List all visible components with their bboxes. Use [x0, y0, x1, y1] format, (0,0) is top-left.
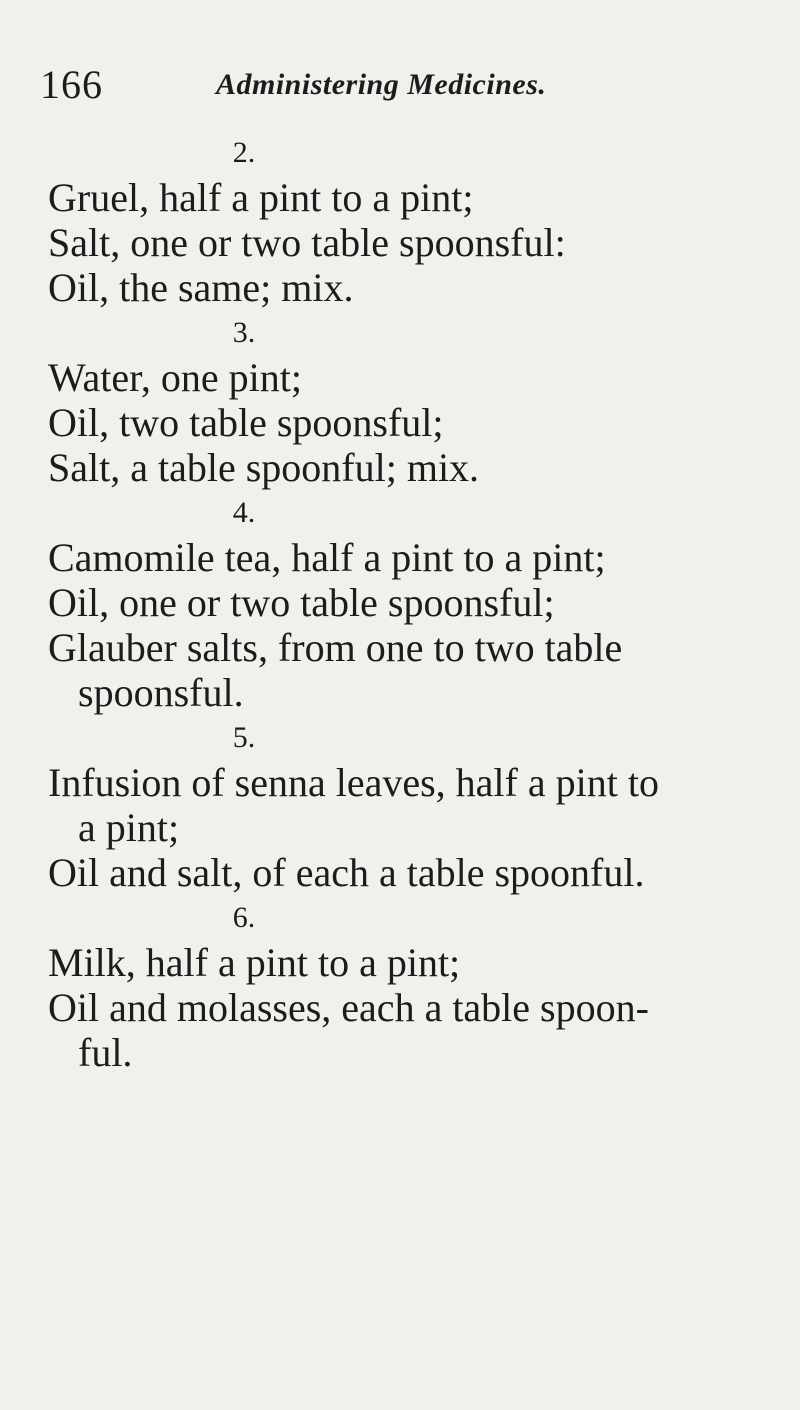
recipe-number: 5.: [232, 721, 256, 754]
recipe-line: Oil, the same; mix.: [48, 265, 354, 310]
recipe-block: [48, 490, 768, 715]
recipe-line: Glauber salts, from one to two table: [48, 625, 623, 670]
recipe-line: Oil and salt, of each a table spoonful.: [48, 850, 645, 895]
page-number: 166: [40, 62, 103, 107]
recipe-number: 6.: [232, 901, 256, 934]
recipe-block: [48, 130, 768, 310]
recipe-line: a pint;: [78, 805, 180, 850]
recipe-number: 2.: [232, 136, 256, 169]
recipe-line: Oil and molasses, each a table spoon-: [48, 985, 649, 1030]
recipe-line: Milk, half a pint to a pint;: [48, 940, 461, 985]
recipe-line: Infusion of senna leaves, half a pint to: [48, 760, 659, 805]
recipe-number: 4.: [232, 496, 256, 529]
recipe-line: Camomile tea, half a pint to a pint;: [48, 535, 606, 580]
recipe-line: spoonsful.: [78, 670, 244, 715]
recipe-number: 3.: [232, 316, 256, 349]
recipe-line: ful.: [78, 1030, 133, 1075]
running-head: [40, 62, 760, 108]
recipe-line: Oil, two table spoonsful;: [48, 400, 444, 445]
recipe-block: [48, 895, 768, 1075]
recipe-block: [48, 310, 768, 490]
recipe-line: Water, one pint;: [48, 355, 302, 400]
recipe-line: Salt, a table spoonful; mix.: [48, 445, 480, 490]
running-title: Administering Medicines.: [216, 68, 547, 101]
recipe-line: Gruel, half a pint to a pint;: [48, 175, 474, 220]
recipe-block: [48, 715, 768, 895]
recipe-line: Oil, one or two table spoonsful;: [48, 580, 555, 625]
recipe-list: [48, 130, 768, 1075]
recipe-line: Salt, one or two table spoonsful:: [48, 220, 566, 265]
